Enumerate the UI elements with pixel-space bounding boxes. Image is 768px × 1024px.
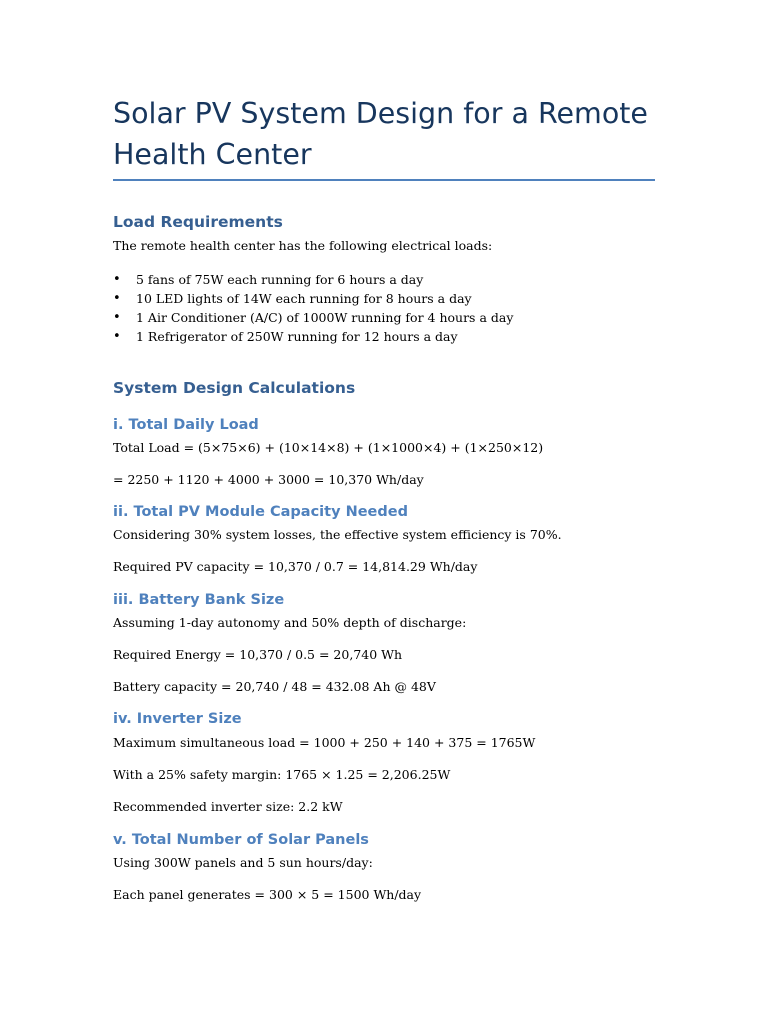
total-daily-load-heading: i. Total Daily Load (113, 417, 259, 433)
bullet-icon: • (113, 329, 121, 344)
battery-bank-heading: iii. Battery Bank Size (113, 592, 285, 608)
list-item-text: 10 LED lights of 14W each running for 8 hours a day (136, 291, 472, 306)
inverter-line3: Recommended inverter size: 2.2 kW (113, 799, 343, 814)
battery-bank-line1: Assuming 1-day autonomy and 50% depth of discharge: (113, 615, 467, 630)
title-divider (113, 179, 655, 181)
list-item-text: 1 Air Conditioner (A/C) of 1000W running for 4 hours a day (136, 310, 514, 325)
pv-capacity-line1: Considering 30% system losses, the effective system efficiency is 70%. (113, 527, 562, 542)
system-design-heading: System Design Calculations (113, 379, 356, 397)
solar-panels-heading: v. Total Number of Solar Panels (113, 832, 369, 848)
load-requirements-heading: Load Requirements (113, 213, 283, 231)
bullet-icon: • (113, 272, 121, 287)
document-title: Solar PV System Design for a Remote Health Center (113, 97, 648, 171)
list-item-text: 1 Refrigerator of 250W running for 12 hours a day (136, 329, 458, 344)
inverter-heading: iv. Inverter Size (113, 711, 242, 727)
inverter-line2: With a 25% safety margin: 1765 × 1.25 = 2,206.25W (113, 767, 451, 782)
pv-capacity-heading: ii. Total PV Module Capacity Needed (113, 504, 408, 520)
battery-bank-line2: Required Energy = 10,370 / 0.5 = 20,740 Wh (113, 647, 403, 662)
total-daily-load-line1: Total Load = (5×75×6) + (10×14×8) + (1×1000×4) + (1×250×12) (113, 440, 544, 455)
pv-capacity-line2: Required PV capacity = 10,370 / 0.7 = 14,814.29 Wh/day (113, 559, 478, 574)
battery-bank-line3: Battery capacity = 20,740 / 48 = 432.08 Ah @ 48V (113, 679, 436, 694)
bullet-icon: • (113, 291, 121, 306)
inverter-line1: Maximum simultaneous load = 1000 + 250 + 140 + 375 = 1765W (113, 735, 536, 750)
solar-panels-line1: Using 300W panels and 5 sun hours/day: (113, 855, 373, 870)
load-requirements-intro: The remote health center has the following electrical loads: (113, 238, 493, 253)
total-daily-load-line2: = 2250 + 1120 + 4000 + 3000 = 10,370 Wh/day (113, 472, 424, 487)
list-item-text: 5 fans of 75W each running for 6 hours a day (136, 272, 424, 287)
bullet-icon: • (113, 310, 121, 325)
solar-panels-line2: Each panel generates = 300 × 5 = 1500 Wh/day (113, 887, 422, 902)
